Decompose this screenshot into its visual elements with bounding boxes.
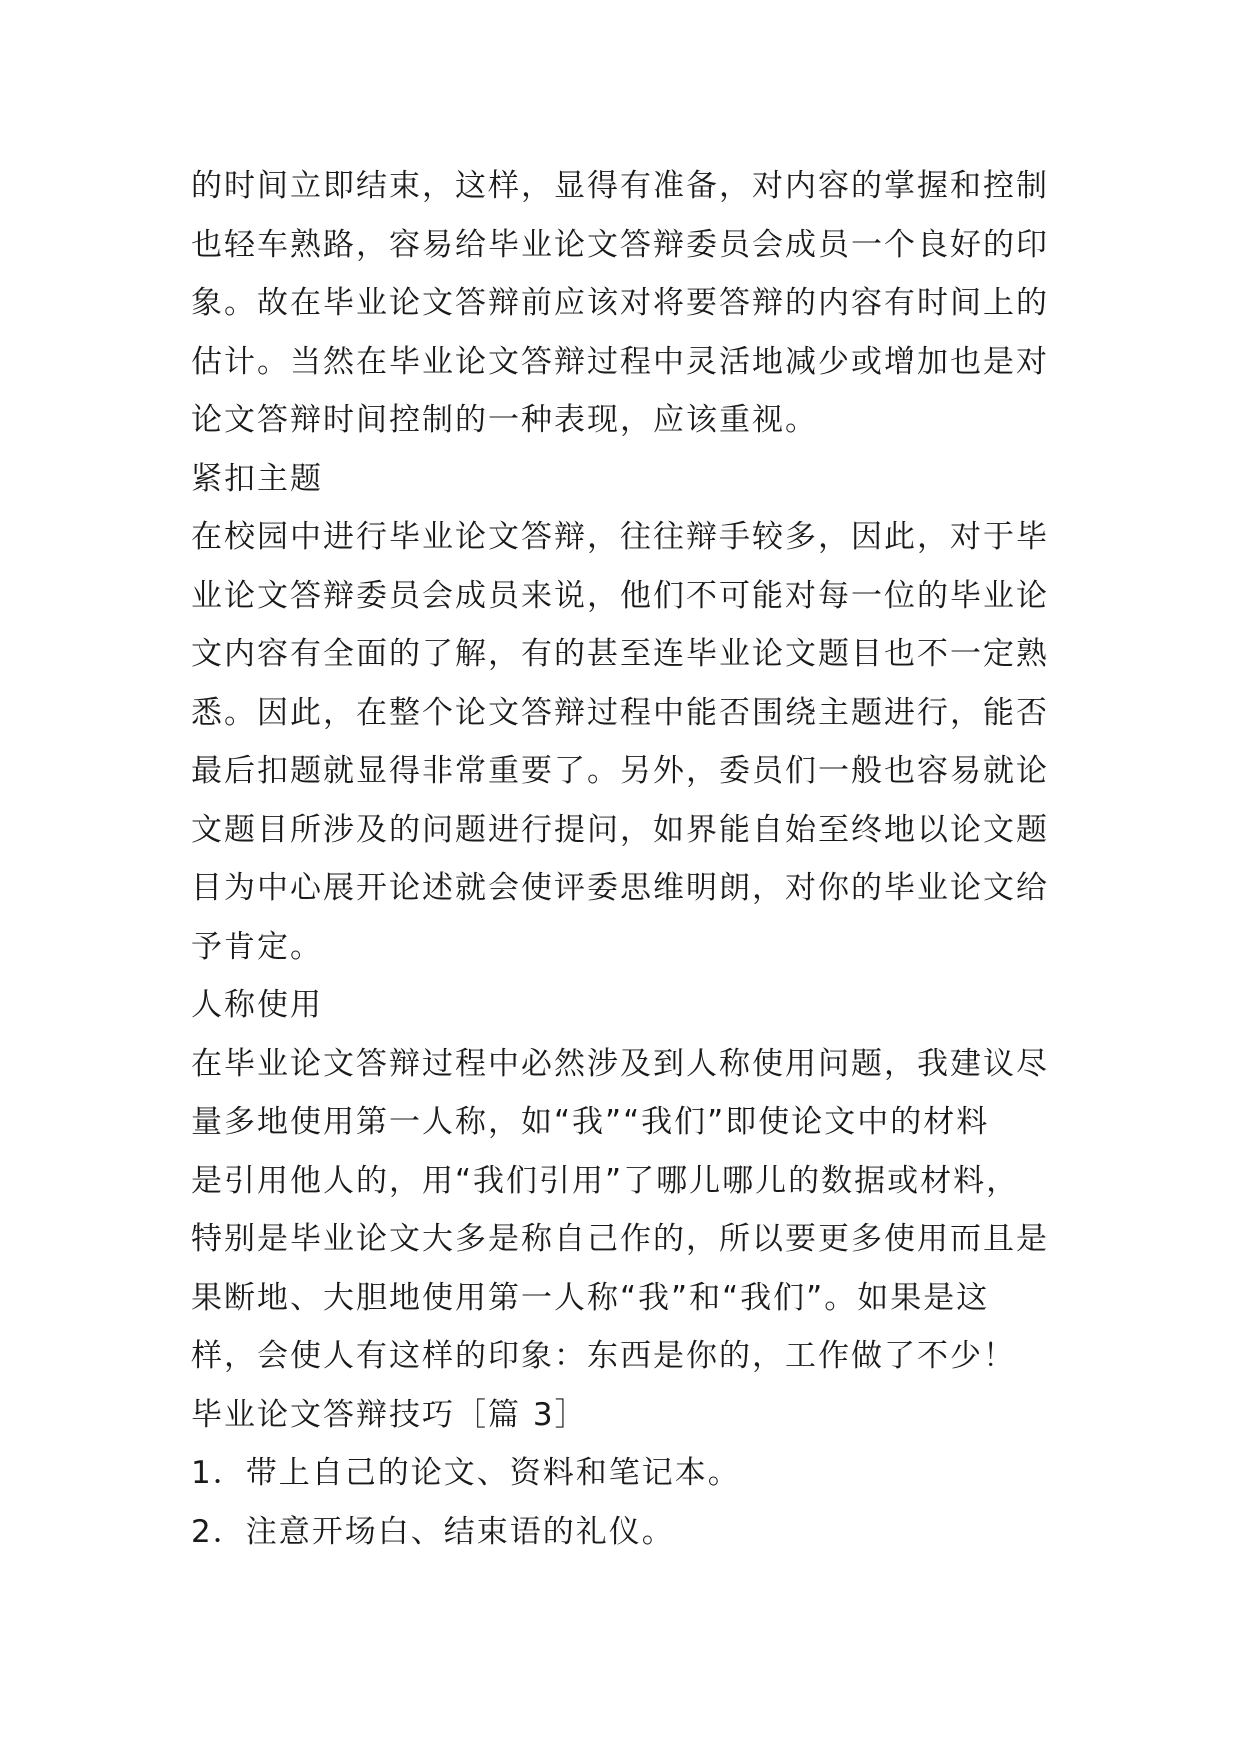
list-item: 1．带上自己的论文、资料和笔记本。 xyxy=(191,1455,741,1491)
paragraph-line: 的时间立即结束，这样，显得有准备，对内容的掌握和控制 xyxy=(191,168,1049,204)
paragraph-line: 论文答辩时间控制的一种表现，应该重视。 xyxy=(191,402,818,438)
paragraph-line: 文内容有全面的了解，有的甚至连毕业论文题目也不一定熟 xyxy=(191,636,1049,672)
paragraph-line: 是引用他人的，用“我们引用”了哪儿哪儿的数据或材料， xyxy=(191,1162,1020,1199)
list-item: 2．注意开场白、结束语的礼仪。 xyxy=(191,1513,675,1550)
paragraph-use-of-person xyxy=(191,1035,1071,1386)
paragraph-line: 悉。因此，在整个论文答辩过程中能否围绕主题进行，能否 xyxy=(191,694,1049,731)
tips-list xyxy=(191,1444,1071,1561)
paragraph-line: 目为中心展开论述就会使评委思维明朗，对你的毕业论文给 xyxy=(191,870,1049,906)
paragraph-line: 文题目所涉及的问题进行提问，如界能自始至终地以论文题 xyxy=(191,811,1049,848)
paragraph-stay-on-topic xyxy=(191,508,1071,976)
paragraph-line: 在校园中进行毕业论文答辩，往往辩手较多，因此，对于毕 xyxy=(191,519,1049,555)
paragraph-line: 在毕业论文答辩过程中必然涉及到人称使用问题，我建议尽 xyxy=(191,1045,1049,1082)
paragraph-line: 特别是毕业论文大多是称自己作的，所以要更多使用而且是 xyxy=(191,1221,1049,1257)
paragraph-line: 量多地使用第一人称，如“我”“我们”即使论文中的材料 xyxy=(191,1104,990,1140)
paragraph-time-control xyxy=(191,157,1071,450)
heading-stay-on-topic: 紧扣主题 xyxy=(191,460,323,497)
paragraph-line: 最后扣题就显得非常重要了。另外，委员们一般也容易就论 xyxy=(191,753,1049,789)
paragraph-line: 也轻车熟路，容易给毕业论文答辩委员会成员一个良好的印 xyxy=(191,226,1049,263)
paragraph-line: 果断地、大胆地使用第一人称“我”和“我们”。如果是这 xyxy=(191,1279,990,1316)
section-title: 毕业论文答辩技巧［篇 3］ xyxy=(191,1396,588,1433)
paragraph-line: 予肯定。 xyxy=(191,928,323,965)
paragraph-line: 估计。当然在毕业论文答辩过程中灵活地减少或增加也是对 xyxy=(191,343,1049,380)
paragraph-line: 象。故在毕业论文答辩前应该对将要答辩的内容有时间上的 xyxy=(191,285,1049,321)
paragraph-line: 业论文答辩委员会成员来说，他们不可能对每一位的毕业论 xyxy=(191,577,1049,614)
paragraph-line: 样，会使人有这样的印象：东西是你的，工作做了不少！ xyxy=(191,1338,1016,1374)
heading-use-of-person: 人称使用 xyxy=(191,987,323,1023)
document-body xyxy=(191,157,1071,1561)
